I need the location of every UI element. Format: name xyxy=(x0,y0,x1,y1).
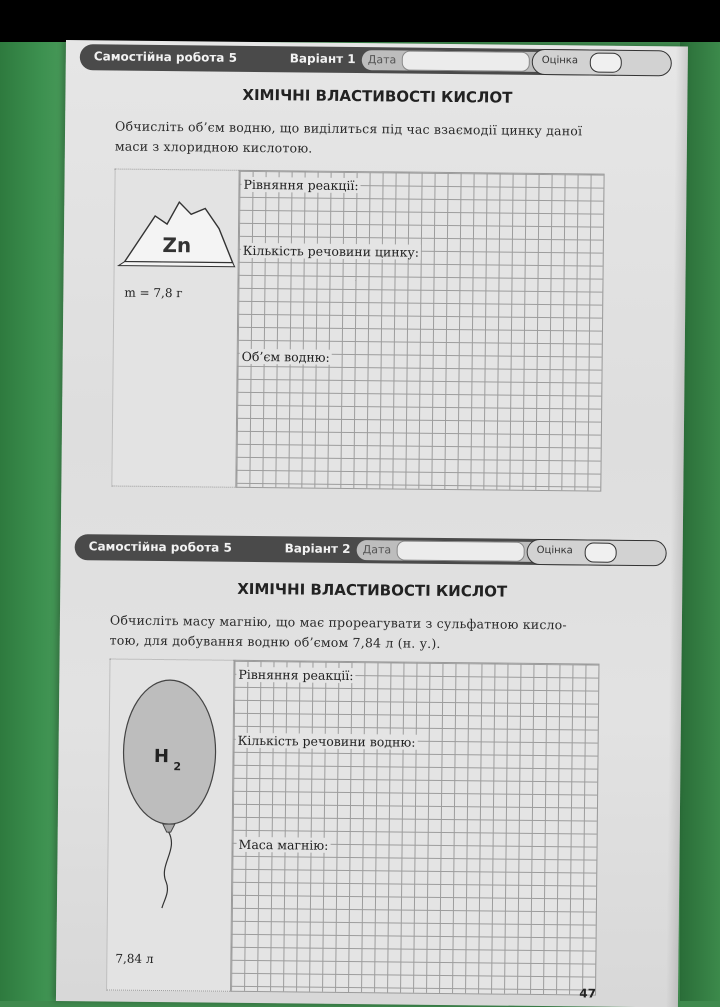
given-figure-box xyxy=(111,169,240,488)
grid-label-equation: Рівняння реакції: xyxy=(238,666,354,684)
exercise-header xyxy=(75,534,671,566)
exercise-variant-2 xyxy=(75,534,671,966)
hydrogen-label: H xyxy=(153,745,170,768)
exercise-header xyxy=(80,44,676,76)
top-black-bar xyxy=(0,0,720,42)
grid-label-mass: Маса магнію: xyxy=(238,836,329,853)
workbook-page xyxy=(56,40,688,1007)
date-field[interactable] xyxy=(397,540,525,561)
answer-grid[interactable] xyxy=(235,170,604,492)
grade-field[interactable] xyxy=(590,52,622,72)
header-variant: Варіант 2 xyxy=(284,541,351,557)
header-variant: Варіант 1 xyxy=(289,51,356,67)
zinc-label: Zn xyxy=(162,233,192,258)
given-mass: m = 7,8 г xyxy=(124,285,183,301)
header-title: Самостійна робота 5 xyxy=(93,49,238,65)
given-figure-box xyxy=(106,658,235,991)
grid-label-amount: Кількість речовини цинку: xyxy=(242,242,420,260)
hydrogen-subscript: 2 xyxy=(173,760,182,774)
given-volume: 7,84 л xyxy=(115,951,154,966)
grid-label-equation: Рівняння реакції: xyxy=(243,176,359,194)
date-label: Дата xyxy=(367,53,397,67)
grade-label: Оцінка xyxy=(541,54,579,67)
hydrogen-balloon-icon xyxy=(108,660,235,921)
grade-label: Оцінка xyxy=(536,544,573,557)
topic-title: ХІМІЧНІ ВЛАСТИВОСТІ КИСЛОТ xyxy=(237,579,508,601)
zinc-pile-icon xyxy=(114,170,239,281)
grade-field[interactable] xyxy=(585,542,617,562)
answer-grid[interactable] xyxy=(230,660,599,996)
date-field[interactable] xyxy=(402,51,530,72)
task-text: Обчисліть масу магнію, що має прореагувати з сульфатною кисло- тою, для добування водню об’ємом 7,84 л (н. у.). xyxy=(109,612,567,651)
page-number: 47 xyxy=(579,986,597,1001)
grid-label-volume: Об’єм водню: xyxy=(241,348,330,365)
task-text: Обчисліть об’єм водню, що виділиться під час взаємодії цинку даної маси з хлоридною кислотою. xyxy=(114,118,583,156)
topic-title: ХІМІЧНІ ВЛАСТИВОСТІ КИСЛОТ xyxy=(242,85,513,107)
exercise-variant-1 xyxy=(80,44,676,365)
grid-label-amount: Кількість речовини водню: xyxy=(237,732,416,750)
header-title: Самостійна робота 5 xyxy=(88,539,232,555)
date-label: Дата xyxy=(362,543,392,557)
